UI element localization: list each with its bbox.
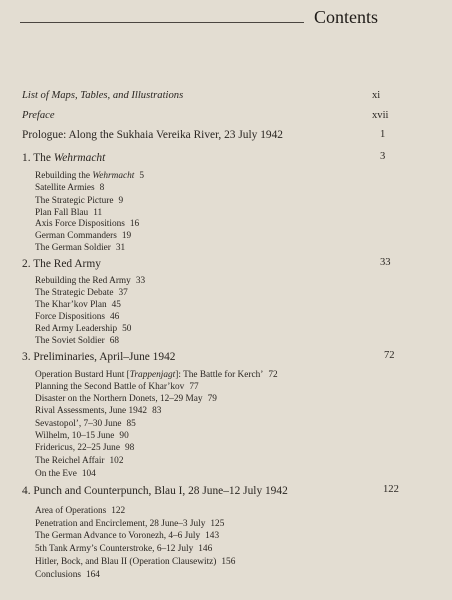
toc-entry: The German Advance to Voronezh, 4–6 July 143 — [35, 531, 220, 541]
toc-entry: Hitler, Bock, and Blau II (Operation Clausewitz) 156 — [35, 557, 236, 567]
toc-entry: Operation Bustard Hunt [Trappenjagt]: The Battle for Kerch’ 72 — [35, 370, 278, 380]
page-number: 122 — [383, 484, 399, 495]
chapter-heading-3: 3. Preliminaries, April–June 1942 — [22, 351, 176, 363]
page-number: xvii — [372, 110, 389, 121]
toc-entry: Satellite Armies 8 — [35, 183, 105, 193]
toc-entry: Rebuilding the Wehrmacht 5 — [35, 171, 144, 181]
toc-entry: Fridericus, 22–25 June 98 — [35, 443, 135, 453]
toc-entry: 5th Tank Army’s Counterstroke, 6–12 July 146 — [35, 544, 213, 554]
toc-entry: Area of Operations 122 — [35, 506, 126, 516]
toc-entry: Plan Fall Blau 11 — [35, 208, 103, 218]
toc-entry: Axis Force Dispositions 16 — [35, 219, 140, 229]
toc-entry: Red Army Leadership 50 — [35, 324, 132, 334]
toc-entry: Wilhelm, 10–15 June 90 — [35, 431, 129, 441]
toc-entry: Sevastopol’, 7–30 June 85 — [35, 419, 136, 429]
chapter-heading-4: 4. Punch and Counterpunch, Blau I, 28 June–12 July 1942 — [22, 485, 288, 497]
toc-entry: The Strategic Debate 37 — [35, 288, 128, 298]
page-number: xi — [372, 90, 381, 101]
page-number: 1 — [380, 129, 386, 140]
toc-entry: Penetration and Encirclement, 28 June–3 July 125 — [35, 519, 225, 529]
toc-entry: Rival Assessments, June 1942 83 — [35, 406, 162, 416]
page-number: 3 — [380, 151, 386, 162]
toc-entry-list-of-maps: List of Maps, Tables, and Illustrations — [22, 90, 184, 101]
toc-entry: The Soviet Soldier 68 — [35, 336, 120, 346]
toc-entry: The Reichel Affair 102 — [35, 456, 124, 466]
page-number: 33 — [380, 257, 391, 268]
toc-entry: Conclusions 164 — [35, 570, 100, 580]
header-rule — [20, 22, 304, 23]
toc-entry: Rebuilding the Red Army 33 — [35, 276, 146, 286]
toc-entry: German Commanders 19 — [35, 231, 132, 241]
chapter-heading-2: 2. The Red Army — [22, 258, 101, 270]
toc-entry: The Strategic Picture 9 — [35, 196, 124, 206]
toc-entry-prologue: Prologue: Along the Sukhaia Vereika River, 23 July 1942 — [22, 129, 283, 141]
toc-entry: Planning the Second Battle of Khar’kov 77 — [35, 382, 199, 392]
toc-entry: The German Soldier 31 — [35, 243, 126, 253]
toc-entry: Disaster on the Northern Donets, 12–29 May 79 — [35, 394, 217, 404]
page-title: Contents — [314, 7, 379, 27]
page-number: 72 — [384, 350, 395, 361]
toc-entry: The Khar’kov Plan 45 — [35, 300, 121, 310]
toc-entry: On the Eve 104 — [35, 469, 96, 479]
toc-entry: Force Dispositions 46 — [35, 312, 120, 322]
toc-entry-preface: Preface — [22, 110, 55, 121]
chapter-heading-1: 1. The Wehrmacht — [22, 152, 106, 164]
